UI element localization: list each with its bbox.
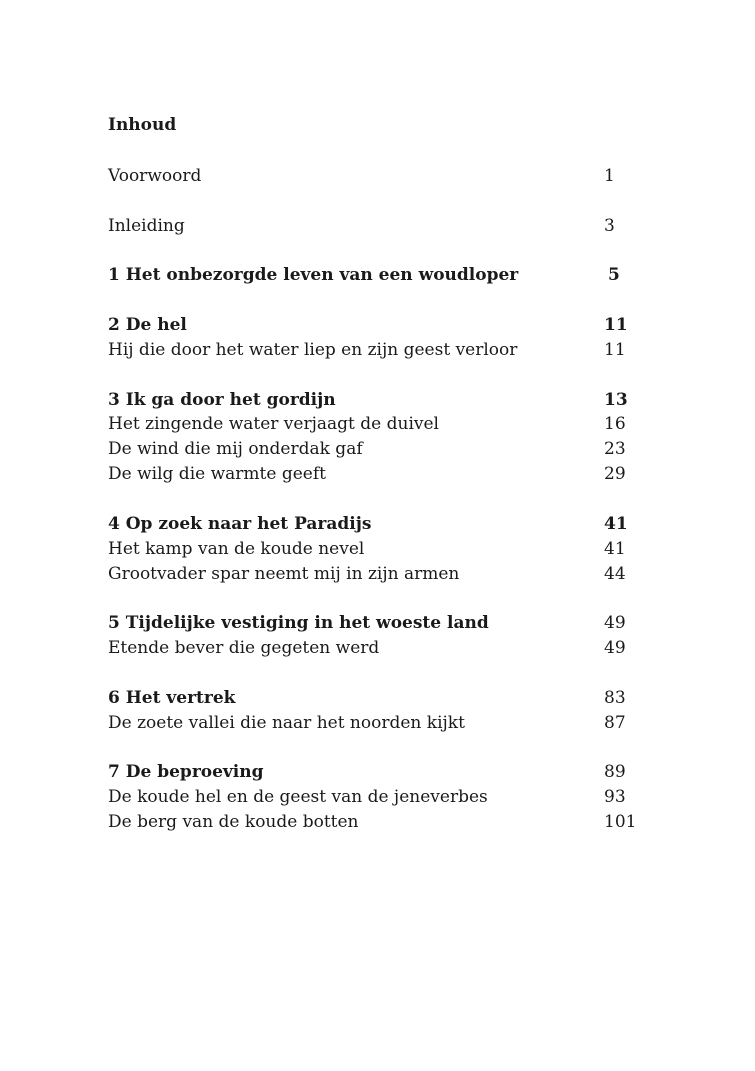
- toc-entry-page: 11: [604, 340, 626, 360]
- toc-chapter-page: 11: [604, 315, 628, 335]
- toc-entry-label: Het kamp van de koude nevel: [108, 539, 365, 559]
- toc-entry: [108, 462, 648, 486]
- toc-entry: [108, 785, 648, 809]
- toc-entry-label: Het zingende water verjaagt de duivel: [108, 414, 439, 434]
- toc-entry-page: 101: [604, 812, 637, 832]
- toc-entry: [108, 810, 648, 834]
- toc-entry-label: De koude hel en de geest van de jeneverbes: [108, 787, 488, 807]
- toc-chapter-label: 6 Het vertrek: [108, 688, 236, 708]
- toc-entry-page: 87: [604, 713, 626, 733]
- toc-entry: [108, 412, 648, 436]
- toc-entry-page: 29: [604, 464, 626, 484]
- toc-entry-page: 49: [604, 638, 626, 658]
- toc-entry-label: De berg van de koude botten: [108, 812, 359, 832]
- toc-chapter-4: [108, 512, 648, 536]
- toc-chapter-label: 4 Op zoek naar het Paradijs: [108, 514, 372, 534]
- toc-entry-voorwoord: [108, 164, 648, 188]
- toc-entry: [108, 537, 648, 561]
- toc-chapter-3: [108, 388, 648, 412]
- toc-entry-label: De wind die mij onderdak gaf: [108, 439, 363, 459]
- toc-entry-page: 93: [604, 787, 626, 807]
- toc-chapter-label: 7 De beproeving: [108, 762, 264, 782]
- toc-chapter-label: 1 Het onbezorgde leven van een woudloper: [108, 265, 519, 285]
- toc-entry: [108, 636, 648, 660]
- toc-entry-label: Etende bever die gegeten werd: [108, 638, 380, 658]
- toc-entry: [108, 711, 648, 735]
- toc-entry: [108, 562, 648, 586]
- toc-chapter-5: [108, 611, 648, 635]
- toc-entry-label: Inleiding: [108, 216, 185, 236]
- toc-entry-page: 44: [604, 564, 626, 584]
- toc-entry-page: 23: [604, 439, 626, 459]
- toc-entry-label: Hij die door het water liep en zijn geest verloor: [108, 340, 518, 360]
- toc-chapter-page: 89: [604, 762, 626, 782]
- toc-entry: [108, 338, 648, 362]
- toc-chapter-1: [108, 263, 648, 287]
- toc-entry-label: Voorwoord: [108, 166, 202, 186]
- toc-chapter-6: [108, 686, 648, 710]
- toc-chapter-label: 5 Tijdelijke vestiging in het woeste land: [108, 613, 489, 633]
- toc-chapter-label: 2 De hel: [108, 315, 187, 335]
- toc-entry-label: Grootvader spar neemt mij in zijn armen: [108, 564, 460, 584]
- toc-chapter-page: 83: [604, 688, 626, 708]
- toc-entry-label: De wilg die warmte geeft: [108, 464, 326, 484]
- toc-chapter-page: 5: [608, 265, 620, 285]
- toc-chapter-7: [108, 760, 648, 784]
- toc-chapter-label: 3 Ik ga door het gordijn: [108, 390, 336, 410]
- toc-entry-page: 3: [604, 216, 615, 236]
- toc-entry-page: 1: [604, 166, 615, 186]
- toc-entry-page: 16: [604, 414, 626, 434]
- toc-title: Inhoud: [108, 115, 177, 135]
- toc-entry-page: 41: [604, 539, 626, 559]
- toc-entry-inleiding: [108, 214, 648, 238]
- toc-chapter-page: 13: [604, 390, 628, 410]
- toc-chapter-page: 49: [604, 613, 626, 633]
- toc-chapter-2: [108, 313, 648, 337]
- toc-chapter-page: 41: [604, 514, 628, 534]
- toc-entry-label: De zoete vallei die naar het noorden kijkt: [108, 713, 465, 733]
- toc-entry: [108, 437, 648, 461]
